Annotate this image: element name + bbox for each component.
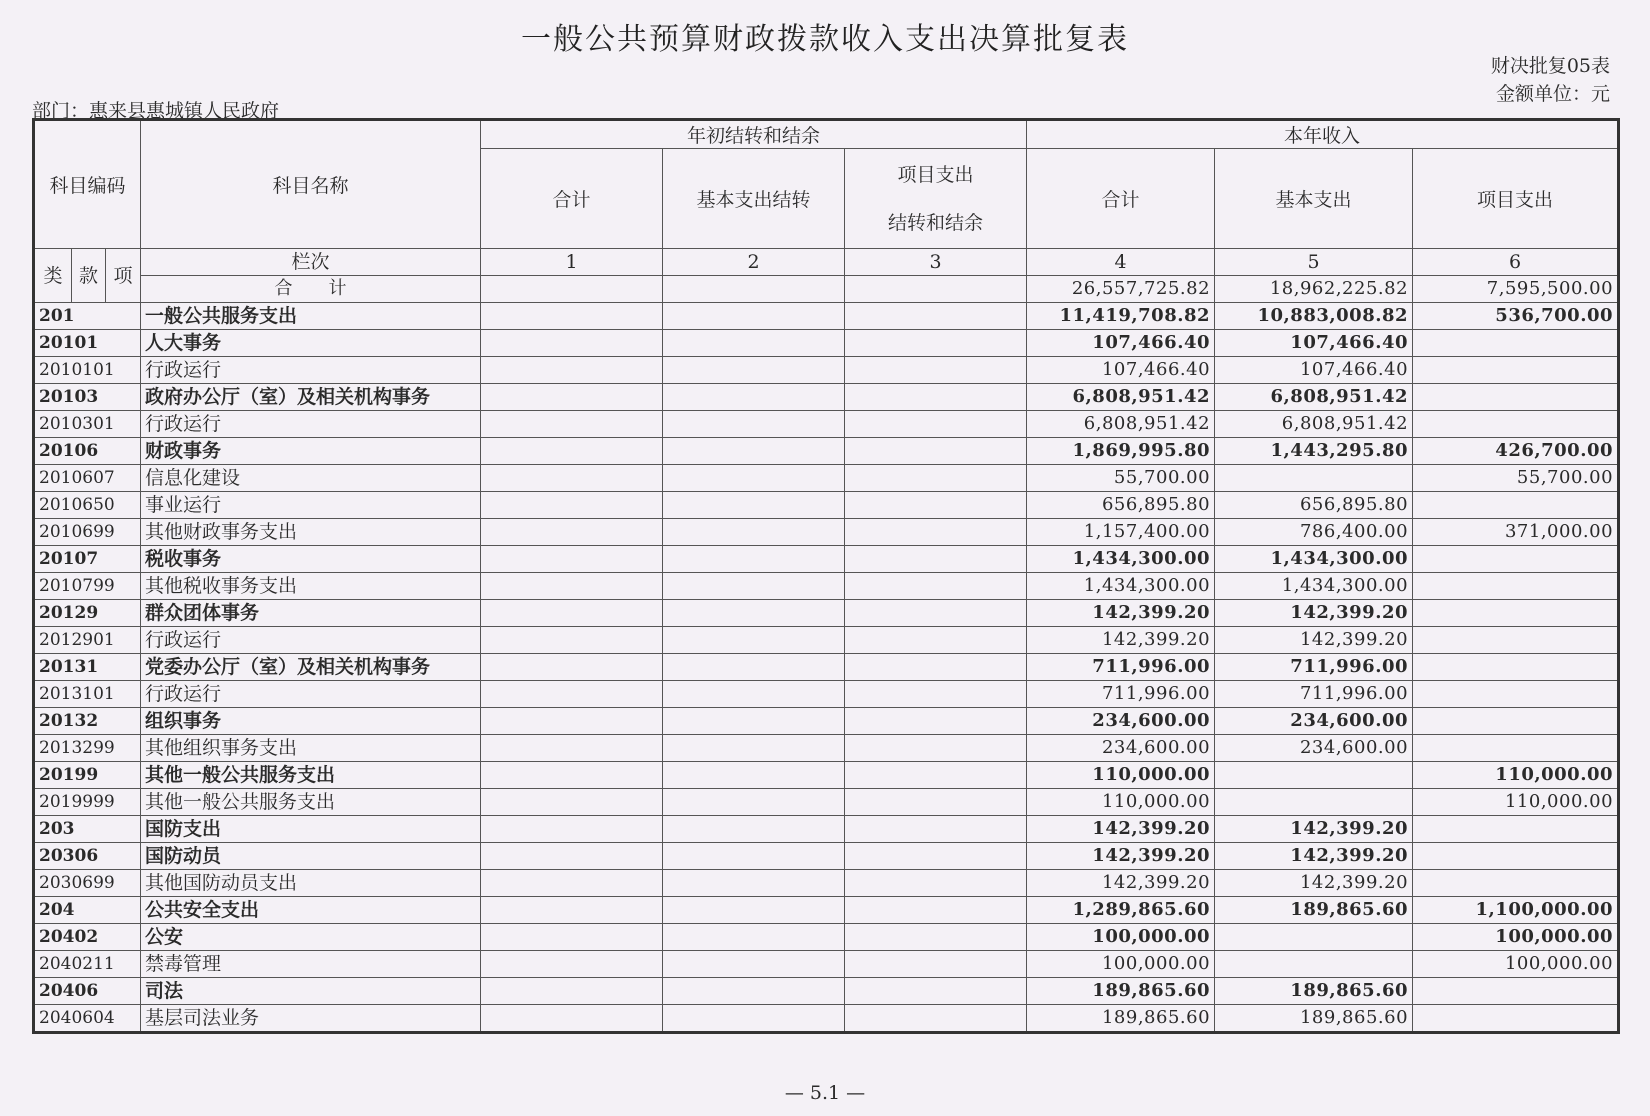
row-c1 (481, 465, 663, 492)
row-name: 事业运行 (141, 492, 481, 519)
table-row (34, 492, 1619, 519)
row-c6: 55,700.00 (1413, 465, 1619, 492)
row-c1 (481, 843, 663, 870)
row-c6 (1413, 978, 1619, 1005)
row-name: 行政运行 (141, 627, 481, 654)
row-code: 204 (34, 897, 141, 924)
row-c6 (1413, 492, 1619, 519)
row-c4: 711,996.00 (1027, 681, 1215, 708)
col-number-5: 5 (1215, 249, 1413, 276)
row-c4: 1,434,300.00 (1027, 573, 1215, 600)
row-name: 税收事务 (141, 546, 481, 573)
row-c2 (663, 303, 845, 330)
row-name: 政府办公厅（室）及相关机构事务 (141, 384, 481, 411)
row-c5: 189,865.60 (1215, 978, 1413, 1005)
row-c6: 371,000.00 (1413, 519, 1619, 546)
row-c1 (481, 357, 663, 384)
row-code: 20107 (34, 546, 141, 573)
row-c2 (663, 438, 845, 465)
row-c5 (1215, 951, 1413, 978)
row-c4: 110,000.00 (1027, 789, 1215, 816)
row-c2 (663, 951, 845, 978)
row-c2 (663, 897, 845, 924)
row-c2 (663, 762, 845, 789)
header-c5: 基本支出 (1215, 149, 1413, 249)
row-name: 其他财政事务支出 (141, 519, 481, 546)
table-row (34, 303, 1619, 330)
row-c6 (1413, 546, 1619, 573)
header-c6: 项目支出 (1413, 149, 1619, 249)
row-c1 (481, 654, 663, 681)
row-c2 (663, 978, 845, 1005)
table-row (34, 627, 1619, 654)
table-row (34, 843, 1619, 870)
row-c4: 100,000.00 (1027, 951, 1215, 978)
row-c3 (845, 1005, 1027, 1033)
row-c3 (845, 816, 1027, 843)
row-c1 (481, 303, 663, 330)
table-row (34, 600, 1619, 627)
row-c1 (481, 492, 663, 519)
form-meta (1491, 52, 1610, 108)
row-c4: 142,399.20 (1027, 816, 1215, 843)
row-c5: 142,399.20 (1215, 816, 1413, 843)
row-c1 (481, 951, 663, 978)
row-code: 2013299 (34, 735, 141, 762)
row-c1 (481, 978, 663, 1005)
row-code: 2010101 (34, 357, 141, 384)
row-c2 (663, 870, 845, 897)
row-c3 (845, 600, 1027, 627)
row-c3 (845, 465, 1027, 492)
row-code: 2010607 (34, 465, 141, 492)
row-c6: 100,000.00 (1413, 924, 1619, 951)
amount-unit: 金额单位：元 (1495, 83, 1610, 105)
total-c1 (481, 276, 663, 303)
table-body (34, 303, 1619, 1033)
row-c5: 10,883,008.82 (1215, 303, 1413, 330)
row-c6: 100,000.00 (1413, 951, 1619, 978)
row-code: 2010799 (34, 573, 141, 600)
row-c2 (663, 627, 845, 654)
row-name: 基层司法业务 (141, 1005, 481, 1033)
row-c5: 6,808,951.42 (1215, 384, 1413, 411)
row-c5 (1215, 924, 1413, 951)
row-name: 行政运行 (141, 411, 481, 438)
row-c1 (481, 1005, 663, 1033)
row-c4: 1,434,300.00 (1027, 546, 1215, 573)
row-c4: 11,419,708.82 (1027, 303, 1215, 330)
table-row (34, 816, 1619, 843)
page-number: — 5.1 — (784, 1082, 866, 1104)
row-c2 (663, 411, 845, 438)
row-code: 2013101 (34, 681, 141, 708)
row-c1 (481, 600, 663, 627)
row-code: 201 (34, 303, 141, 330)
row-c2 (663, 357, 845, 384)
row-c5: 1,434,300.00 (1215, 573, 1413, 600)
row-c4: 142,399.20 (1027, 843, 1215, 870)
row-code: 2010699 (34, 519, 141, 546)
row-c4: 234,600.00 (1027, 735, 1215, 762)
row-c1 (481, 681, 663, 708)
row-name: 公安 (141, 924, 481, 951)
row-c4: 6,808,951.42 (1027, 384, 1215, 411)
row-c2 (663, 924, 845, 951)
header-lei: 类 (34, 249, 72, 303)
row-c6 (1413, 870, 1619, 897)
row-c2 (663, 708, 845, 735)
row-code: 2010650 (34, 492, 141, 519)
col-number-3: 3 (845, 249, 1027, 276)
row-c6 (1413, 573, 1619, 600)
row-c2 (663, 654, 845, 681)
row-c6 (1413, 681, 1619, 708)
row-c4: 1,869,995.80 (1027, 438, 1215, 465)
header-lanci: 栏次 (141, 249, 481, 276)
row-c3 (845, 438, 1027, 465)
row-code: 20101 (34, 330, 141, 357)
row-c3 (845, 897, 1027, 924)
row-name: 一般公共服务支出 (141, 303, 481, 330)
row-c5: 1,434,300.00 (1215, 546, 1413, 573)
row-c4: 107,466.40 (1027, 330, 1215, 357)
total-c4: 26,557,725.82 (1027, 276, 1215, 303)
row-c3 (845, 735, 1027, 762)
row-c1 (481, 411, 663, 438)
row-code: 2040211 (34, 951, 141, 978)
row-c6 (1413, 654, 1619, 681)
table-row (34, 735, 1619, 762)
table-row (34, 762, 1619, 789)
total-c5: 18,962,225.82 (1215, 276, 1413, 303)
table-row (34, 654, 1619, 681)
row-c1 (481, 870, 663, 897)
row-code: 2010301 (34, 411, 141, 438)
row-c6 (1413, 357, 1619, 384)
row-c2 (663, 600, 845, 627)
row-c3 (845, 951, 1027, 978)
row-c4: 6,808,951.42 (1027, 411, 1215, 438)
row-c4: 107,466.40 (1027, 357, 1215, 384)
row-c4: 1,157,400.00 (1027, 519, 1215, 546)
row-c6: 536,700.00 (1413, 303, 1619, 330)
col-number-1: 1 (481, 249, 663, 276)
row-c5 (1215, 465, 1413, 492)
row-name: 公共安全支出 (141, 897, 481, 924)
row-c1 (481, 627, 663, 654)
row-c4: 142,399.20 (1027, 600, 1215, 627)
row-c1 (481, 762, 663, 789)
row-c1 (481, 330, 663, 357)
row-code: 20131 (34, 654, 141, 681)
row-c3 (845, 357, 1027, 384)
row-c6: 1,100,000.00 (1413, 897, 1619, 924)
row-c1 (481, 519, 663, 546)
header-kuan: 款 (72, 249, 106, 303)
row-c3 (845, 546, 1027, 573)
table-row (34, 897, 1619, 924)
row-c6 (1413, 816, 1619, 843)
row-c3 (845, 978, 1027, 1005)
row-c1 (481, 897, 663, 924)
header-c4: 合计 (1027, 149, 1215, 249)
table-row (34, 465, 1619, 492)
row-name: 财政事务 (141, 438, 481, 465)
row-c4: 1,289,865.60 (1027, 897, 1215, 924)
row-c5: 142,399.20 (1215, 600, 1413, 627)
row-c5: 656,895.80 (1215, 492, 1413, 519)
row-c4: 142,399.20 (1027, 627, 1215, 654)
row-code: 20306 (34, 843, 141, 870)
row-c5: 142,399.20 (1215, 843, 1413, 870)
row-c4: 55,700.00 (1027, 465, 1215, 492)
row-code: 20199 (34, 762, 141, 789)
row-c5: 786,400.00 (1215, 519, 1413, 546)
row-c5: 711,996.00 (1215, 681, 1413, 708)
row-code: 2040604 (34, 1005, 141, 1033)
row-name: 人大事务 (141, 330, 481, 357)
row-c3 (845, 492, 1027, 519)
row-code: 203 (34, 816, 141, 843)
row-code: 20129 (34, 600, 141, 627)
row-name: 组织事务 (141, 708, 481, 735)
row-c2 (663, 330, 845, 357)
row-name: 其他国防动员支出 (141, 870, 481, 897)
row-c4: 711,996.00 (1027, 654, 1215, 681)
row-c1 (481, 816, 663, 843)
form-number: 财决批复05表 (1490, 55, 1610, 77)
header-c3-line1: 项目支出 (897, 163, 974, 186)
header-name: 科目名称 (141, 120, 481, 249)
table-row (34, 708, 1619, 735)
row-c2 (663, 681, 845, 708)
row-c1 (481, 708, 663, 735)
total-row (34, 276, 1619, 303)
row-c2 (663, 1005, 845, 1033)
row-c3 (845, 870, 1027, 897)
row-code: 20132 (34, 708, 141, 735)
row-c3 (845, 843, 1027, 870)
row-c1 (481, 735, 663, 762)
table-row (34, 330, 1619, 357)
row-c3 (845, 762, 1027, 789)
row-c3 (845, 411, 1027, 438)
row-c2 (663, 546, 845, 573)
row-c4: 100,000.00 (1027, 924, 1215, 951)
table-row (34, 924, 1619, 951)
header-income-group: 本年收入 (1027, 120, 1619, 149)
row-c5 (1215, 762, 1413, 789)
row-name: 其他一般公共服务支出 (141, 789, 481, 816)
row-code: 20106 (34, 438, 141, 465)
row-code: 20406 (34, 978, 141, 1005)
row-c4: 189,865.60 (1027, 1005, 1215, 1033)
header-c1: 合计 (481, 149, 663, 249)
row-code: 2019999 (34, 789, 141, 816)
row-c6 (1413, 1005, 1619, 1033)
row-c2 (663, 816, 845, 843)
col-number-4: 4 (1027, 249, 1215, 276)
row-c3 (845, 384, 1027, 411)
total-c2 (663, 276, 845, 303)
table-row (34, 681, 1619, 708)
row-c5: 107,466.40 (1215, 357, 1413, 384)
page-title: 一般公共预算财政拨款收入支出决算批复表 (521, 22, 1129, 57)
row-name: 群众团体事务 (141, 600, 481, 627)
row-name: 国防支出 (141, 816, 481, 843)
row-c3 (845, 519, 1027, 546)
row-name: 禁毒管理 (141, 951, 481, 978)
total-c6: 7,595,500.00 (1413, 276, 1619, 303)
row-c2 (663, 384, 845, 411)
row-name: 行政运行 (141, 357, 481, 384)
row-c1 (481, 789, 663, 816)
row-name: 其他组织事务支出 (141, 735, 481, 762)
row-code: 2030699 (34, 870, 141, 897)
table-row (34, 573, 1619, 600)
row-c6: 110,000.00 (1413, 789, 1619, 816)
table-row (34, 384, 1619, 411)
row-c5: 107,466.40 (1215, 330, 1413, 357)
row-c1 (481, 924, 663, 951)
table-row (34, 438, 1619, 465)
row-name: 司法 (141, 978, 481, 1005)
header-carryover-group: 年初结转和结余 (481, 120, 1027, 149)
table-row (34, 411, 1619, 438)
row-c3 (845, 654, 1027, 681)
row-c2 (663, 789, 845, 816)
total-c3 (845, 276, 1027, 303)
row-c1 (481, 384, 663, 411)
row-c6: 426,700.00 (1413, 438, 1619, 465)
row-c6: 110,000.00 (1413, 762, 1619, 789)
row-c5: 234,600.00 (1215, 735, 1413, 762)
row-name: 国防动员 (141, 843, 481, 870)
row-c4: 656,895.80 (1027, 492, 1215, 519)
row-c2 (663, 843, 845, 870)
row-code: 20402 (34, 924, 141, 951)
row-c4: 142,399.20 (1027, 870, 1215, 897)
row-c6 (1413, 735, 1619, 762)
table-row (34, 519, 1619, 546)
row-c2 (663, 735, 845, 762)
table-row (34, 546, 1619, 573)
total-label: 合 计 (141, 276, 481, 303)
header-c3-line2: 结转和结余 (888, 211, 984, 234)
table-row (34, 978, 1619, 1005)
row-c6 (1413, 384, 1619, 411)
row-c6 (1413, 627, 1619, 654)
row-c5: 1,443,295.80 (1215, 438, 1413, 465)
row-c4: 110,000.00 (1027, 762, 1215, 789)
header-xiang: 项 (106, 249, 141, 303)
row-name: 党委办公厅（室）及相关机构事务 (141, 654, 481, 681)
row-name: 其他一般公共服务支出 (141, 762, 481, 789)
row-name: 行政运行 (141, 681, 481, 708)
row-c5: 189,865.60 (1215, 1005, 1413, 1033)
row-c3 (845, 924, 1027, 951)
row-c4: 234,600.00 (1027, 708, 1215, 735)
col-number-2: 2 (663, 249, 845, 276)
row-code: 20103 (34, 384, 141, 411)
table-row (34, 1005, 1619, 1033)
row-c6 (1413, 411, 1619, 438)
row-c6 (1413, 843, 1619, 870)
col-number-6: 6 (1413, 249, 1619, 276)
department-label: 部门：惠来县惠城镇人民政府 (32, 100, 280, 122)
header-code: 科目编码 (34, 120, 141, 249)
row-c5: 6,808,951.42 (1215, 411, 1413, 438)
row-c6 (1413, 600, 1619, 627)
row-c2 (663, 492, 845, 519)
row-c1 (481, 573, 663, 600)
row-code: 2012901 (34, 627, 141, 654)
row-c3 (845, 303, 1027, 330)
row-c1 (481, 546, 663, 573)
header-c2: 基本支出结转 (663, 149, 845, 249)
table-row (34, 789, 1619, 816)
row-c3 (845, 681, 1027, 708)
row-c2 (663, 573, 845, 600)
row-c4: 189,865.60 (1027, 978, 1215, 1005)
row-c3 (845, 789, 1027, 816)
table-row (34, 357, 1619, 384)
row-c5: 142,399.20 (1215, 870, 1413, 897)
row-name: 信息化建设 (141, 465, 481, 492)
row-c5: 234,600.00 (1215, 708, 1413, 735)
row-c2 (663, 519, 845, 546)
row-c6 (1413, 708, 1619, 735)
row-c3 (845, 627, 1027, 654)
row-c5: 142,399.20 (1215, 627, 1413, 654)
row-c5 (1215, 789, 1413, 816)
table-row (34, 870, 1619, 897)
table-row (34, 951, 1619, 978)
budget-table (32, 118, 1620, 1034)
row-c1 (481, 438, 663, 465)
row-c2 (663, 465, 845, 492)
row-c5: 189,865.60 (1215, 897, 1413, 924)
header-c3 (845, 149, 1027, 249)
row-c5: 711,996.00 (1215, 654, 1413, 681)
row-name: 其他税收事务支出 (141, 573, 481, 600)
row-c3 (845, 330, 1027, 357)
row-c3 (845, 708, 1027, 735)
row-c6 (1413, 330, 1619, 357)
row-c3 (845, 573, 1027, 600)
